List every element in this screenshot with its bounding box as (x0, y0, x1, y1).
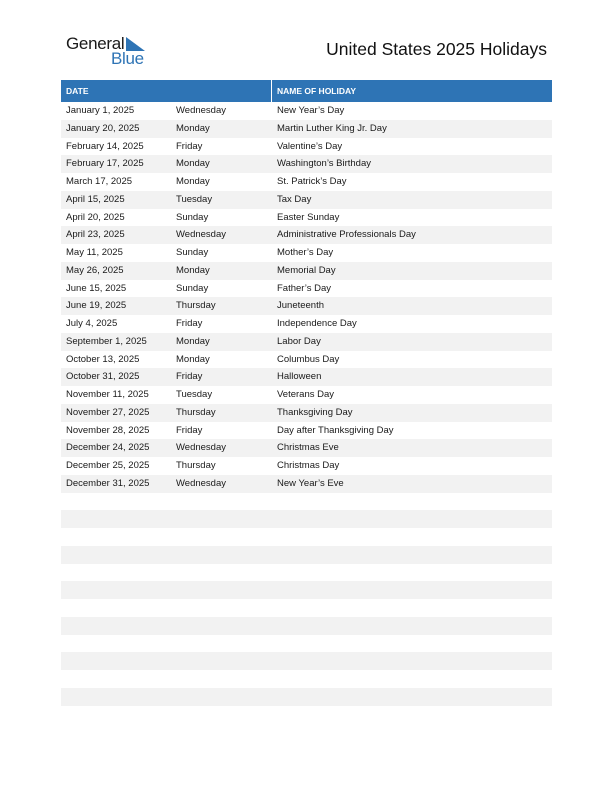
cell-date: February 14, 2025 (66, 140, 144, 152)
table-row (61, 262, 552, 280)
table-row (61, 368, 552, 386)
cell-date: January 20, 2025 (66, 122, 140, 134)
cell-holiday-name: New Year’s Day (277, 105, 345, 116)
cell-date: October 31, 2025 (66, 371, 140, 383)
cell-holiday-name: Independence Day (277, 318, 357, 329)
table-row (61, 102, 552, 120)
table-row (61, 297, 552, 315)
cell-weekday: Friday (176, 424, 203, 436)
cell-holiday-name: Washington’s Birthday (277, 158, 371, 170)
holiday-table (61, 80, 552, 723)
cell-holiday-name: Labor Day (277, 335, 321, 347)
cell-weekday: Tuesday (176, 389, 213, 400)
cell-date: May 26, 2025 (66, 264, 124, 276)
cell-weekday: Wednesday (176, 442, 226, 454)
table-row (61, 439, 552, 457)
cell-date: January 1, 2025 (66, 105, 135, 116)
table-row (61, 652, 552, 670)
table-row (61, 688, 552, 706)
cell-holiday-name: Martin Luther King Jr. Day (277, 122, 387, 134)
cell-holiday-name: Juneteenth (277, 300, 325, 312)
page-title: United States 2025 Holidays (326, 39, 547, 59)
table-body (61, 102, 552, 723)
cell-weekday: Sunday (176, 282, 209, 294)
cell-date: November 27, 2025 (66, 406, 150, 418)
cell-weekday: Friday (176, 371, 203, 383)
cell-weekday: Sunday (176, 211, 209, 223)
cell-date: June 19, 2025 (66, 300, 127, 312)
table-row (61, 280, 552, 298)
table-row (61, 351, 552, 369)
table-row (61, 333, 552, 351)
cell-weekday: Wednesday (176, 477, 226, 489)
cell-weekday: Monday (176, 176, 210, 187)
logo-word-blue: Blue (111, 49, 144, 68)
cell-holiday-name: Day after Thanksgiving Day (277, 424, 394, 436)
cell-date: November 28, 2025 (66, 424, 150, 436)
table-row (61, 155, 552, 173)
cell-weekday: Sunday (176, 247, 209, 258)
cell-holiday-name: Memorial Day (277, 264, 336, 276)
cell-holiday-name: Christmas Eve (277, 442, 339, 454)
cell-holiday-name: Christmas Day (277, 460, 340, 471)
table-row (61, 670, 552, 688)
table-row (61, 120, 552, 138)
cell-holiday-name: Thanksgiving Day (277, 406, 353, 418)
cell-date: July 4, 2025 (66, 318, 118, 329)
cell-date: April 15, 2025 (66, 193, 125, 205)
cell-date: December 31, 2025 (66, 477, 150, 489)
table-row (61, 138, 552, 156)
table-row (61, 386, 552, 404)
cell-date: February 17, 2025 (66, 158, 144, 170)
cell-weekday: Thursday (176, 300, 216, 312)
table-row (61, 546, 552, 564)
cell-holiday-name: Easter Sunday (277, 211, 340, 223)
table-row (61, 475, 552, 493)
cell-holiday-name: New Year’s Eve (277, 477, 344, 489)
cell-holiday-name: Mother’s Day (277, 247, 334, 258)
cell-date: March 17, 2025 (66, 176, 133, 187)
cell-weekday: Monday (176, 158, 210, 170)
cell-holiday-name: Tax Day (277, 193, 312, 205)
cell-date: November 11, 2025 (66, 389, 149, 400)
cell-date: December 25, 2025 (66, 460, 150, 471)
table-row (61, 422, 552, 440)
column-header-date: DATE (66, 86, 89, 96)
cell-date: May 11, 2025 (66, 247, 123, 258)
cell-holiday-name: Halloween (277, 371, 322, 383)
cell-date: April 23, 2025 (66, 229, 125, 241)
cell-weekday: Tuesday (176, 193, 213, 205)
table-row (61, 510, 552, 528)
table-row (61, 404, 552, 422)
table-row (61, 315, 552, 333)
table-row (61, 244, 552, 262)
logo-word-general: General (66, 34, 125, 53)
table-header (61, 80, 552, 102)
cell-holiday-name: Columbus Day (277, 353, 340, 365)
table-row (61, 564, 552, 582)
table-row (61, 457, 552, 475)
table-row (61, 209, 552, 227)
cell-holiday-name: Father’s Day (277, 282, 332, 294)
cell-weekday: Thursday (176, 460, 216, 471)
table-row (61, 635, 552, 653)
cell-date: June 15, 2025 (66, 282, 127, 294)
table-row (61, 617, 552, 635)
cell-weekday: Monday (176, 122, 210, 134)
cell-holiday-name: Veterans Day (277, 389, 335, 400)
table-row (61, 581, 552, 599)
column-header-holiday-name: NAME OF HOLIDAY (277, 86, 357, 96)
table-row (61, 706, 552, 724)
cell-weekday: Wednesday (176, 105, 226, 116)
cell-weekday: Thursday (176, 406, 216, 418)
cell-holiday-name: Administrative Professionals Day (277, 229, 416, 241)
header-divider (271, 80, 272, 102)
cell-weekday: Monday (176, 264, 210, 276)
table-row (61, 173, 552, 191)
cell-holiday-name: St. Patrick’s Day (277, 176, 347, 187)
cell-weekday: Friday (176, 140, 203, 152)
table-row (61, 226, 552, 244)
generalblue-logo (66, 34, 156, 68)
cell-weekday: Friday (176, 318, 203, 329)
table-row (61, 191, 552, 209)
cell-date: October 13, 2025 (66, 353, 140, 365)
cell-weekday: Wednesday (176, 229, 226, 241)
cell-weekday: Monday (176, 335, 210, 347)
cell-date: April 20, 2025 (66, 211, 125, 223)
cell-weekday: Monday (176, 353, 210, 365)
cell-date: December 24, 2025 (66, 442, 150, 454)
table-row (61, 599, 552, 617)
table-row (61, 493, 552, 511)
table-row (61, 528, 552, 546)
cell-holiday-name: Valentine’s Day (277, 140, 343, 152)
cell-date: September 1, 2025 (66, 335, 147, 347)
